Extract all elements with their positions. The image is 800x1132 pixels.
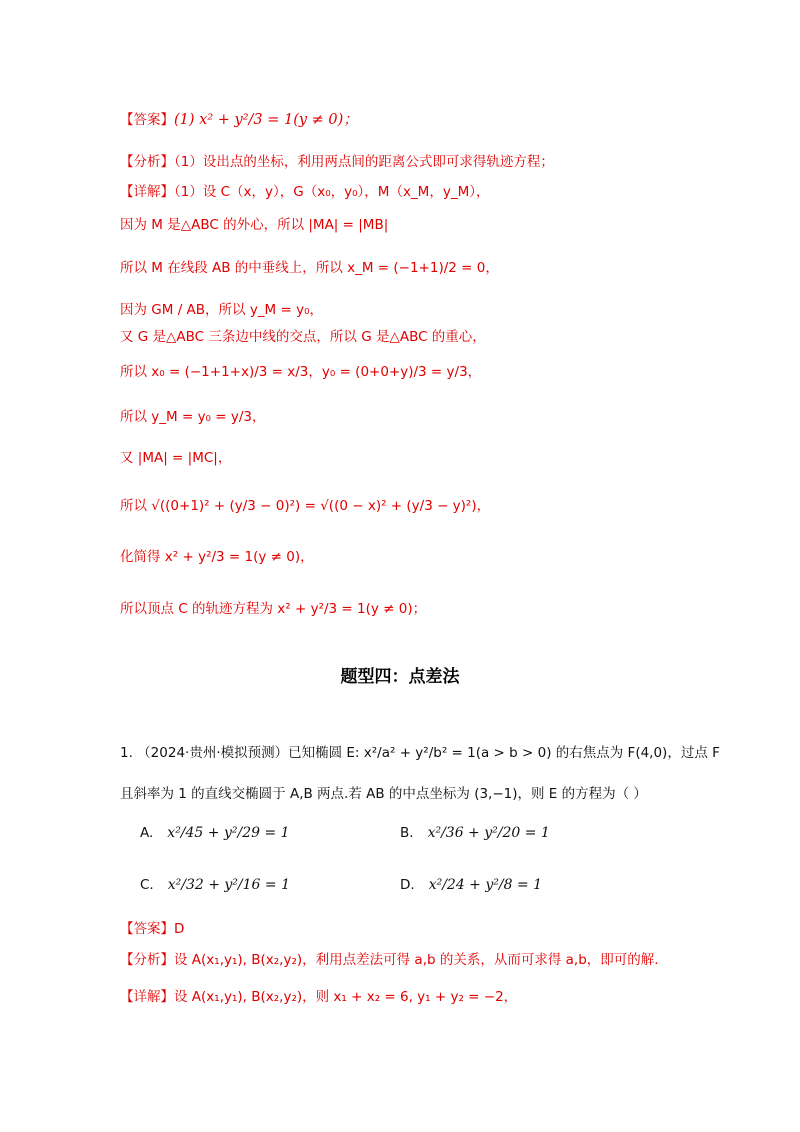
- answer-line: [120, 108, 358, 129]
- section-heading: 题型四：点差法: [340, 667, 460, 687]
- analysis2-tag: 【分析】: [120, 952, 174, 968]
- option-text: x²/36 + y²/20 = 1: [427, 825, 550, 841]
- question-line: [120, 741, 720, 761]
- solution-step: [120, 325, 486, 345]
- option-c: [140, 877, 290, 893]
- option-a: [140, 825, 290, 841]
- option-b: [400, 825, 550, 841]
- solution-step: [120, 213, 388, 233]
- option-text: x²/32 + y²/16 = 1: [167, 877, 290, 893]
- step-text: 所以 x₀ = (−1+1+x)/3 = x/3，y₀ = (0+0+y)/3 = y/3，: [120, 364, 482, 380]
- option-d: [400, 877, 542, 893]
- step-text: 又 G 是△ABC 三条边中线的交点，所以 G 是△ABC 的重心，: [120, 329, 486, 345]
- analysis-text: （1）设出点的坐标，利用两点间的距离公式即可求得轨迹方程；: [174, 154, 554, 170]
- option-label: A.: [140, 825, 154, 841]
- solution-step: [120, 180, 489, 200]
- solution-step: [120, 256, 499, 276]
- question-text-1: 1. （2024·贵州·模拟预测）已知椭圆 E: x²/a² + y²/b² = 1(a > b > 0) 的右焦点为 F(4,0)，过点 F: [120, 745, 720, 761]
- step-text: 又 |MA| = |MC|，: [120, 450, 232, 466]
- option-label: B.: [400, 825, 414, 841]
- step-text: 因为 GM / AB，所以 y_M = y₀，: [120, 302, 324, 318]
- step-text: 所以 y_M = y₀ = y/3，: [120, 409, 266, 425]
- analysis-tag: 【分析】: [120, 154, 174, 170]
- step-text: 化简得 x² + y²/3 = 1(y ≠ 0)，: [120, 549, 314, 565]
- option-label: C.: [140, 877, 154, 893]
- solution-step: [120, 545, 314, 565]
- detail2-text: 设 A(x₁,y₁), B(x₂,y₂)，则 x₁ + x₂ = 6, y₁ + y₂ = −2，: [174, 989, 518, 1005]
- option-text: x²/24 + y²/8 = 1: [428, 877, 543, 893]
- step-text: 所以 √((0+1)² + (y/3 − 0)²) = √((0 − x)² + (y/3 − y)²)，: [120, 498, 491, 514]
- step-text: 所以顶点 C 的轨迹方程为 x² + y²/3 = 1(y ≠ 0)；: [120, 601, 427, 617]
- step-text: 所以 M 在线段 AB 的中垂线上，所以 x_M = (−1+1)/2 = 0，: [120, 260, 499, 276]
- question-text-2: 且斜率为 1 的直线交椭圆于 A,B 两点.若 AB 的中点坐标为 (3,−1)，则 E 的方程为（ ）: [120, 786, 647, 802]
- solution-step: [120, 298, 323, 318]
- solution-step: [120, 597, 426, 617]
- detail2-tag: 【详解】: [120, 989, 174, 1005]
- question-line: [120, 782, 647, 802]
- option-label: D.: [400, 877, 415, 893]
- answer-tag: 【答案】: [120, 112, 174, 128]
- answer2-text: D: [174, 921, 185, 937]
- solution-step: [120, 360, 481, 380]
- solution-step: [120, 494, 490, 514]
- analysis2-line: [120, 948, 659, 968]
- analysis-line: [120, 150, 554, 170]
- option-text: x²/45 + y²/29 = 1: [167, 825, 290, 841]
- solution-step: [120, 446, 231, 466]
- step-text: （1）设 C（x，y），G（x₀，y₀），M（x_M，y_M），: [174, 184, 490, 200]
- answer2-tag: 【答案】: [120, 921, 174, 937]
- answer-text: (1) x² + y²/3 = 1(y ≠ 0)；: [174, 112, 358, 128]
- detail2-line: [120, 985, 517, 1005]
- solution-step: [120, 405, 266, 425]
- detail-tag: 【详解】: [120, 184, 174, 200]
- answer2-line: [120, 917, 184, 937]
- analysis2-text: 设 A(x₁,y₁), B(x₂,y₂)，利用点差法可得 a,b 的关系，从而可求得 a,b，即可的解.: [174, 952, 659, 968]
- step-text: 因为 M 是△ABC 的外心，所以 |MA| = |MB|: [120, 217, 389, 233]
